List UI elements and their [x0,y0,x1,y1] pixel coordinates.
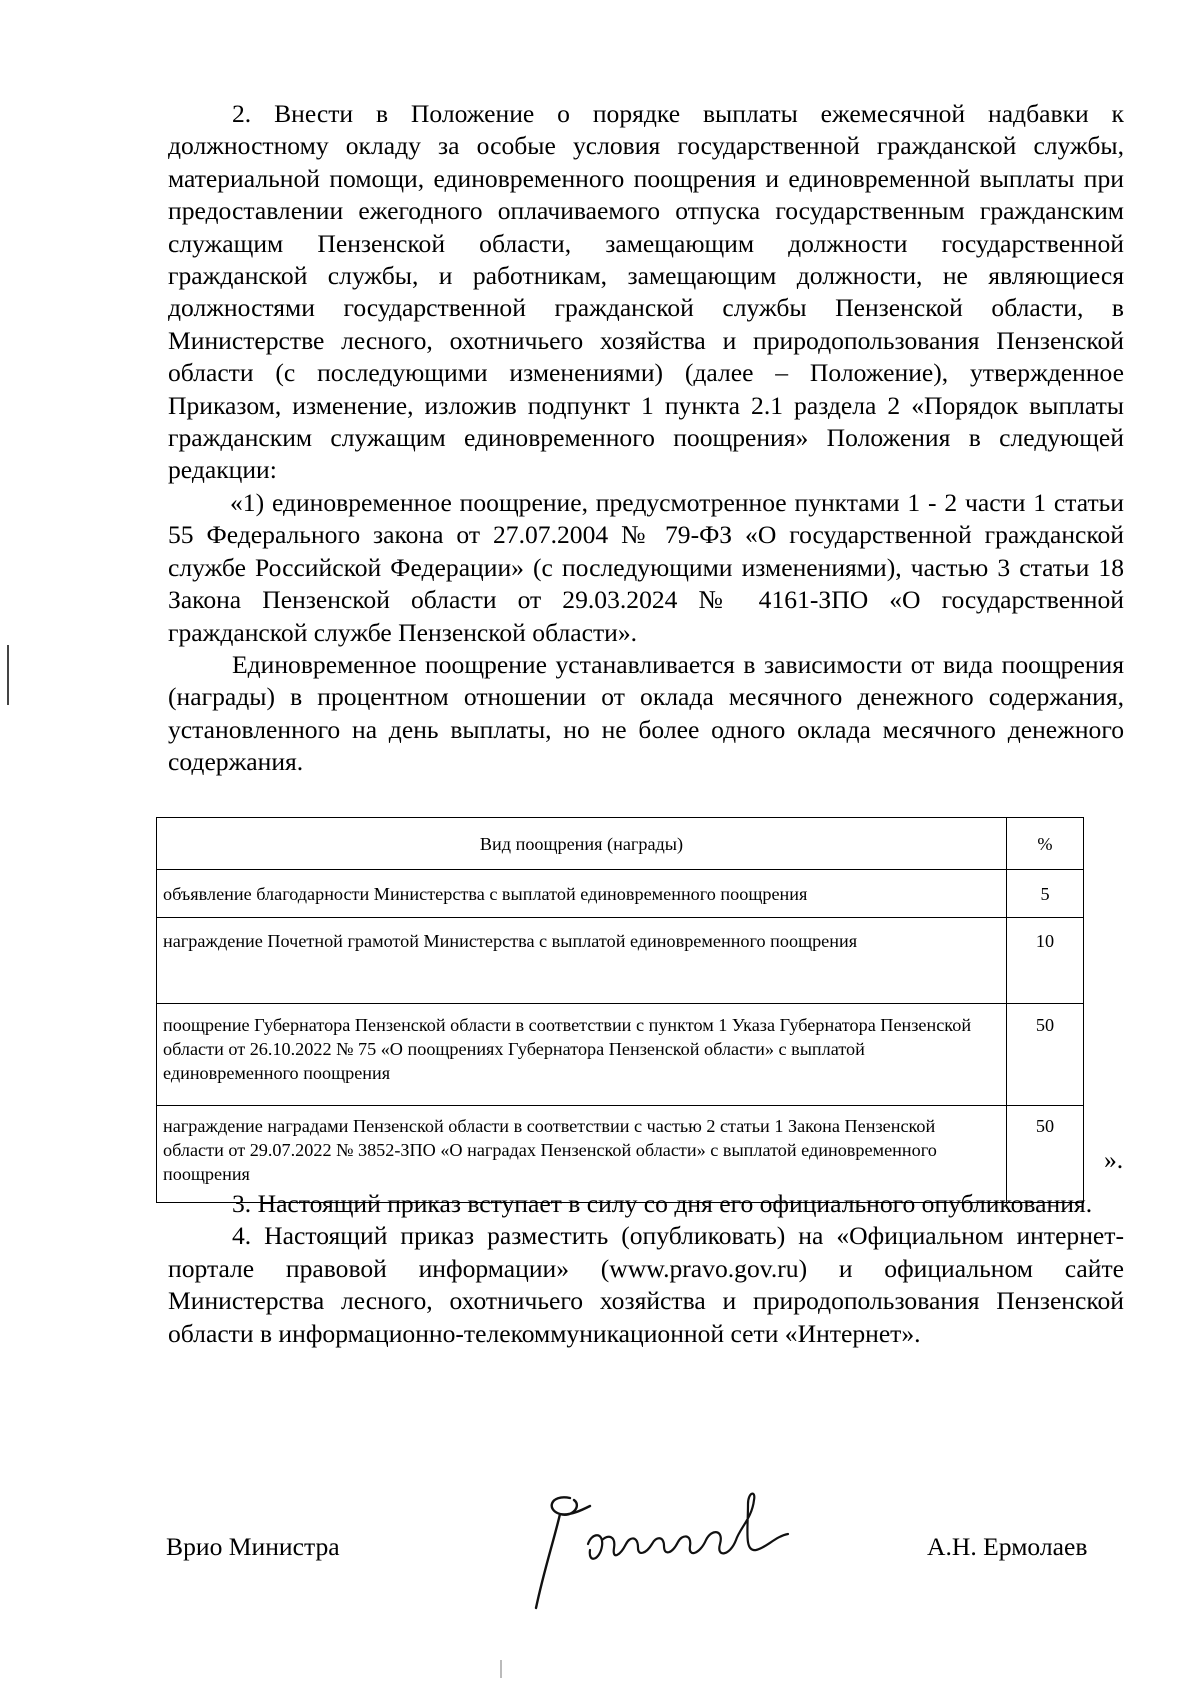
awards-table [156,817,1084,1203]
award-type-cell: поощрение Губернатора Пензенской области в соответствии с пунктом 1 Указа Губернатора Пензенской области от 26.10.2022 № 75 «О поощрениях Губернатора Пензенской области» с выплатой единовременного поощрения [157,1004,1007,1106]
document-body [168,98,1124,779]
award-type-cell: награждение Почетной грамотой Министерства с выплатой единовременного поощрения [157,918,1007,1004]
award-percent-cell: 50 [1007,1004,1084,1106]
paragraph-item-3: 3. Настоящий приказ вступает в силу со дня его официального опубликования. [232,1189,1093,1218]
table-row [157,1004,1084,1106]
paragraph-item-4: 4. Настоящий приказ разместить (опубликовать) на «Официальном интернет-портале правовой информации» (www.pravo.gov.ru) и официальном сайте Министерства лесного, охотничьего хозяйства и природопользования Пензенской области в информационно-телекоммуникационной сети «Интернет». [168,1221,1124,1348]
closing-quote-mark: ». [1104,1145,1124,1174]
paragraph-reward-rule: Единовременное поощрение устанавливается в зависимости от вида поощрения (награды) в процентном отношении от оклада месячного денежного содержания, установленного на день выплаты, но не более одного оклада месячного денежного содержания. [168,649,1124,777]
scan-margin-mark [7,645,9,705]
header-percent-cell: % [1007,818,1084,870]
handwritten-signature [530,1470,800,1620]
paragraph-subitem-1: «1) единовременное поощрение, предусмотренное пунктами 1 - 2 части 1 статьи 55 Федерального закона от 27.07.2004 № 79-ФЗ «О государственной гражданской службе Российской Федерации» (с последующими изменениями), частью 3 статьи 18 Закона Пензенской области от 29.03.2024 № 4161-ЗПО «О государственной гражданской службе Пензенской области». [168,487,1124,647]
signatory-name: А.Н. Ермолаев [927,1532,1088,1561]
award-type-cell: награждение наградами Пензенской области в соответствии с частью 2 статьи 1 Закона Пензенской области от 29.07.2022 № 3852-ЗПО «О наградах Пензенской области» с выплатой единовременного поощрения [157,1106,1007,1203]
document-body-continued [168,1188,1124,1350]
paragraph-item-2: 2. Внести в Положение о порядке выплаты ежемесячной надбавки к должностному окладу за особые условия государственной гражданской службы, материальной помощи, единовременного поощрения и единовременной выплаты при предоставлении ежегодного оплачиваемого отпуска государственным гражданским служащим Пензенской области, замещающим должности государственной гражданской службы, и работникам, замещающим должности, не являющиеся должностями государственной гражданской службы Пензенской области, в Министерстве лесного, охотничьего хозяйства и природопользования Пензенской области (с последующими изменениями) (далее – Положение), утвержденное Приказом, изменение, изложив подпункт 1 пункта 2.1 раздела 2 «Порядок выплаты гражданским служащим единовременного поощрения» Положения в следующей редакции: [168,99,1124,485]
table-row [157,918,1084,1004]
award-type-cell: объявление благодарности Министерства с выплатой единовременного поощрения [157,870,1007,918]
signatory-title: Врио Министра [166,1532,340,1561]
award-percent-cell: 50 [1007,1106,1084,1203]
table-header-row [157,818,1084,870]
award-percent-cell: 10 [1007,918,1084,1004]
award-percent-cell: 5 [1007,870,1084,918]
scan-artifact [500,1660,502,1678]
header-type-cell: Вид поощрения (награды) [157,818,1007,870]
table-row [157,870,1084,918]
